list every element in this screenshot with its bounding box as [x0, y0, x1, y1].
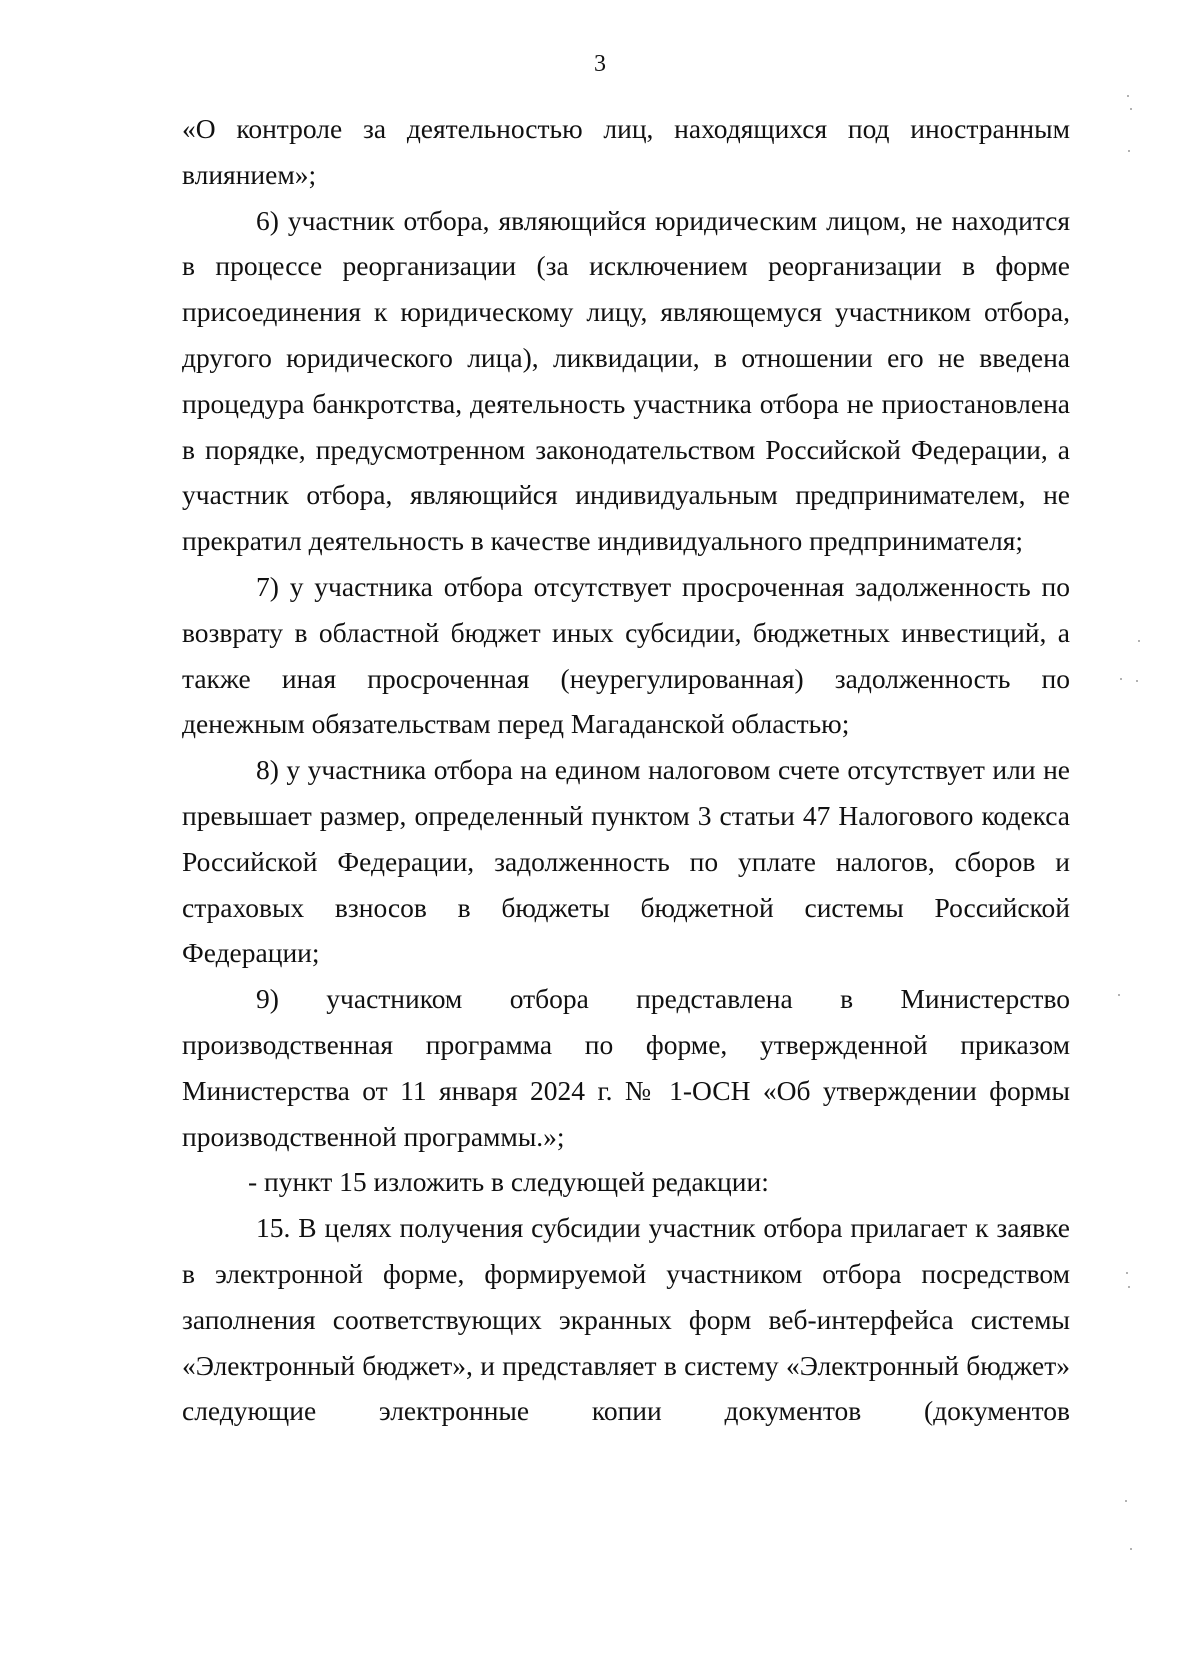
- scan-speck: [1120, 678, 1122, 680]
- scan-speck: [1130, 108, 1132, 110]
- scan-speck: [1118, 994, 1120, 996]
- paragraph-item-7: 7) у участника отбора отсутствует просроченная задолженность по возврату в областной бюджет иных субсидии, бюджетных инвестиций, а также иная просроченная (неурегулированная) задолженность по денежным обязательствам перед Магаданской областью;: [182, 570, 1070, 740]
- scan-speck: [1125, 1500, 1127, 1502]
- paragraph-item-9: 9) участником отбора представлена в Министерство производственная программа по форме, утвержденной приказом Министерства от 11 января 2024 г. № 1-ОСН «Об утверждении формы производственной программы.»;: [182, 983, 1070, 1152]
- scan-speck: [1127, 95, 1129, 97]
- scan-speck: [1130, 1548, 1132, 1550]
- paragraph-item-8: 8) у участника отбора на едином налоговом счете отсутствует или не превышает размер, определенный пунктом 3 статьи 47 Налогового кодекса Российской Федерации, задолженность по уплате налогов, сборов и страховых взносов в бюджеты бюджетной системы Российской Федерации;: [182, 754, 1070, 969]
- scan-speck: [1128, 1286, 1130, 1288]
- page-number: 3: [594, 51, 606, 77]
- paragraph-continuation: «О контроле за деятельностью лиц, находящихся под иностранным влиянием»;: [182, 113, 1070, 190]
- scan-speck: [1128, 150, 1130, 152]
- scan-speck: [1136, 680, 1138, 682]
- scan-speck: [1126, 1272, 1128, 1274]
- paragraph-item-6: 6) участник отбора, являющийся юридическим лицом, не находится в процессе реорганизации (за исключением реорганизации в форме присоединения к юридическому лицу, являющемуся участником отбора, другого юридического лица), ликвидации, в отношении его не введена процедура банкротства, деятельность участника отбора не приостановлена в порядке, предусмотренном законодательством Российской Федерации, а участник отбора, являющийся индивидуальным предпринимателем, не прекратил деятельность в качестве индивидуального предпринимателя;: [182, 204, 1070, 557]
- paragraph-item-15: 15. В целях получения субсидии участник отбора прилагает к заявке в электронной форме, формируемой участником отбора посредством заполнения соответствующих экранных форм веб-интерфейса системы «Электронный бюджет», и представляет в систему «Электронный бюджет» следующие электронные копии документов (документов: [182, 1212, 1070, 1427]
- scan-speck: [1138, 640, 1140, 642]
- paragraph-amendment-note: - пункт 15 изложить в следующей редакции:: [248, 1166, 769, 1198]
- document-body: [182, 106, 1070, 1434]
